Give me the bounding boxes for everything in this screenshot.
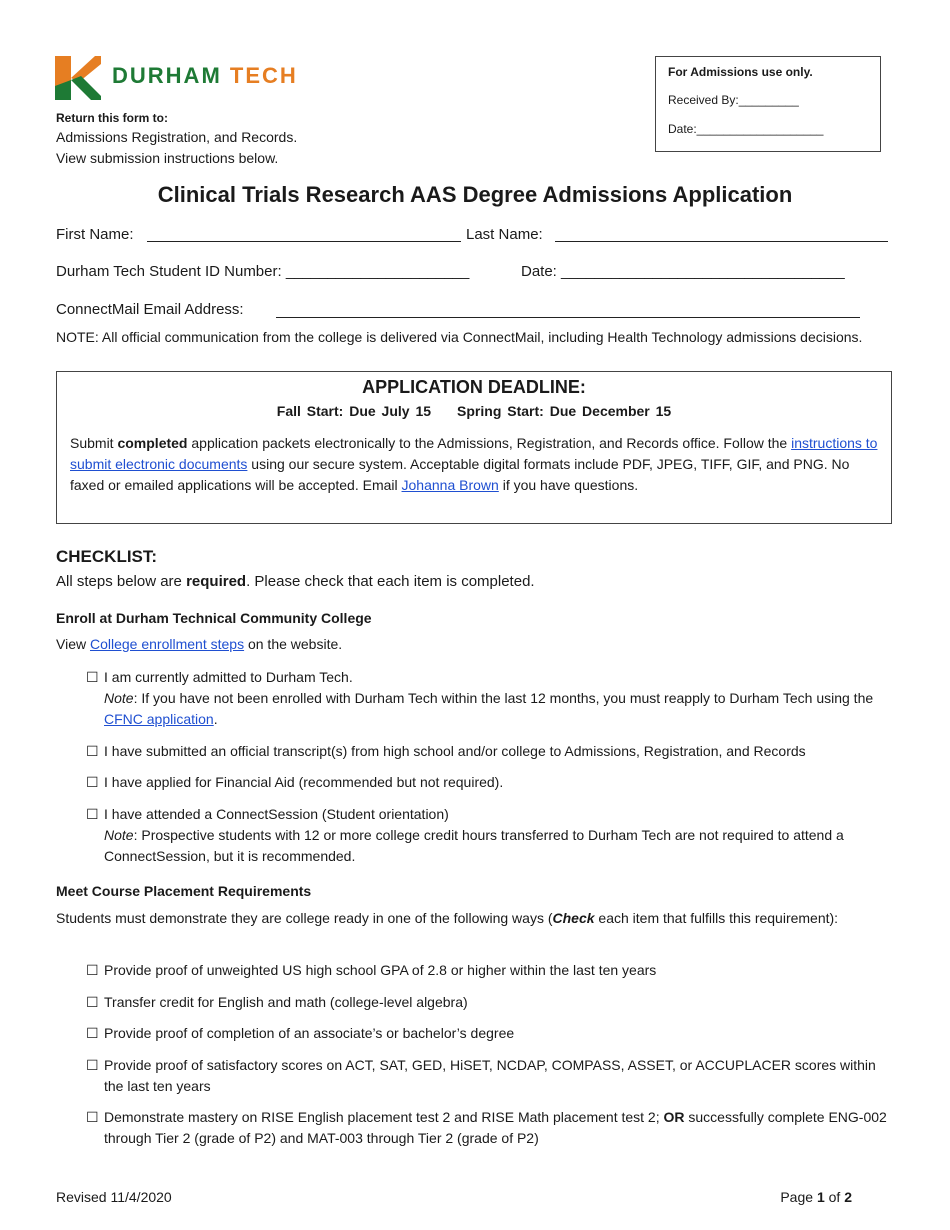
submission-instructions [70, 433, 880, 496]
checklist-intro [56, 573, 535, 590]
text: Submit [70, 435, 118, 451]
logo-wordmark [112, 63, 298, 89]
placement-intro [56, 908, 876, 929]
text: on the website. [244, 636, 343, 652]
text: if you have questions. [498, 477, 639, 493]
cfnc-application-link[interactable]: CFNC application [104, 711, 214, 727]
placement-item-scores[interactable] [86, 1055, 896, 1097]
text: All steps below are [56, 573, 187, 590]
checkbox-icon[interactable]: ☐ [86, 743, 99, 759]
text: Provide proof of completion of an associate’s or bachelor’s degree [104, 1025, 515, 1041]
text: Transfer credit for English and math (college-level algebra) [104, 994, 468, 1010]
revised-date: Revised 11/4/2020 [56, 1189, 172, 1205]
enroll-heading: Enroll at Durham Technical Community College [56, 610, 372, 626]
text: I am currently admitted to Durham Tech. [104, 669, 353, 685]
checklist-item-connectsession[interactable] [86, 804, 896, 867]
text: successfully complete ENG-002 through Tier 2 (grade of P2) and MAT-003 through Tier 2 (grade of P2) [104, 1109, 887, 1146]
text: : If you have not been enrolled with Durham Tech within the last 12 months, you must reapply to Durham Tech using the [133, 690, 874, 706]
text-bold: completed [117, 435, 188, 451]
deadline-dates [56, 403, 892, 419]
text: application packets electronically to the Admissions, Registration, and Records office. Follow the [187, 435, 792, 451]
email-label: ConnectMail Email Address: [56, 301, 244, 318]
last-name-input[interactable] [555, 241, 888, 242]
return-line-2: View submission instructions below. [56, 150, 279, 166]
text-bold: Check [552, 910, 595, 926]
page-number [780, 1189, 852, 1205]
email-input[interactable] [276, 317, 860, 318]
text: . Please check that each item is completed. [246, 573, 535, 590]
checkbox-icon[interactable]: ☐ [86, 669, 99, 685]
text: Demonstrate mastery on RISE English placement test 2 and RISE Math placement test 2; [104, 1109, 664, 1125]
enrollment-steps-link[interactable]: College enrollment steps [89, 636, 245, 652]
logo-word-durham: DURHAM [112, 63, 222, 88]
text: using our secure system. Acceptable digital formats include PDF, JPEG, TIFF, GIF, and PNG. No faxed or emailed applications will be accepted. Email [70, 456, 850, 493]
checklist-item-financial-aid[interactable] [86, 772, 896, 793]
text: of [824, 1189, 845, 1205]
text-bold: 1 [816, 1189, 825, 1205]
checkbox-icon[interactable]: ☐ [86, 994, 99, 1010]
checkbox-icon[interactable]: ☐ [86, 806, 99, 822]
note-label: Note [104, 827, 134, 843]
received-by-field: Received By:_________ [668, 93, 799, 107]
logo-word-tech: TECH [229, 63, 298, 88]
text: Provide proof of satisfactory scores on ACT, SAT, GED, HiSET, NCDAP, COMPASS, ASSET, or ACCUPLACER scores within the last ten years [104, 1057, 876, 1094]
first-name-input[interactable] [147, 241, 461, 242]
text: Students must demonstrate they are college ready in one of the following ways ( [56, 910, 553, 926]
fall-deadline: Fall Start: Due July 15 [276, 403, 432, 419]
placement-heading: Meet Course Placement Requirements [56, 883, 312, 899]
checklist-item-admitted[interactable] [86, 667, 896, 730]
placement-item-gpa[interactable] [86, 960, 896, 981]
text: I have applied for Financial Aid (recommended but not required). [104, 774, 504, 790]
text: Page [780, 1189, 817, 1205]
checkbox-icon[interactable]: ☐ [86, 962, 99, 978]
text: I have attended a ConnectSession (Student orientation) [104, 806, 449, 822]
date-field[interactable]: Date: __________________________________ [521, 263, 845, 280]
johanna-brown-link[interactable]: Johanna Brown [401, 477, 499, 493]
enroll-view-line [56, 634, 342, 655]
placement-item-rise[interactable] [86, 1107, 896, 1149]
checklist-heading: CHECKLIST: [56, 547, 158, 566]
spring-deadline: Spring Start: Due December 15 [457, 403, 672, 419]
return-line-1: Admissions Registration, and Records. [56, 129, 298, 145]
text: I have submitted an official transcript(s) from high school and/or college to Admissions, Registration, and Records [104, 743, 806, 759]
text: . [213, 711, 218, 727]
connectmail-note: NOTE: All official communication from the college is delivered via ConnectMail, including Health Technology admissions decisions. [56, 329, 863, 345]
placement-item-transfer[interactable] [86, 992, 896, 1013]
text: : Prospective students with 12 or more college credit hours transferred to Durham Tech are not required to attend a ConnectSession, but it is recommended. [104, 827, 844, 864]
checkbox-icon[interactable]: ☐ [86, 1025, 99, 1041]
deadline-title: APPLICATION DEADLINE: [362, 377, 586, 397]
note-label: Note [104, 690, 134, 706]
checklist-item-transcript[interactable] [86, 741, 896, 762]
text-bold: OR [663, 1109, 685, 1125]
text: Provide proof of unweighted US high school GPA of 2.8 or higher within the last ten years [104, 962, 657, 978]
electronic-documents-link[interactable]: instructions to submit electronic documents [70, 435, 878, 472]
text: each item that fulfills this requirement): [594, 910, 839, 926]
text: View [56, 636, 90, 652]
return-heading: Return this form to: [56, 111, 168, 125]
page-title: Clinical Trials Research AAS Degree Admissions Application [157, 182, 793, 207]
admissions-box-title: For Admissions use only. [668, 65, 813, 79]
student-id-field[interactable]: Durham Tech Student ID Number: ______________________ [56, 263, 470, 280]
checkbox-icon[interactable]: ☐ [86, 1057, 99, 1073]
last-name-label: Last Name: [466, 226, 543, 243]
first-name-label: First Name: [56, 226, 134, 243]
checkbox-icon[interactable]: ☐ [86, 1109, 99, 1125]
admissions-date-field: Date:___________________ [668, 122, 824, 136]
durham-tech-logo-icon [55, 56, 101, 100]
text-bold: 2 [844, 1189, 852, 1205]
placement-item-degree[interactable] [86, 1023, 896, 1044]
text-bold: required [186, 573, 247, 590]
checkbox-icon[interactable]: ☐ [86, 774, 99, 790]
